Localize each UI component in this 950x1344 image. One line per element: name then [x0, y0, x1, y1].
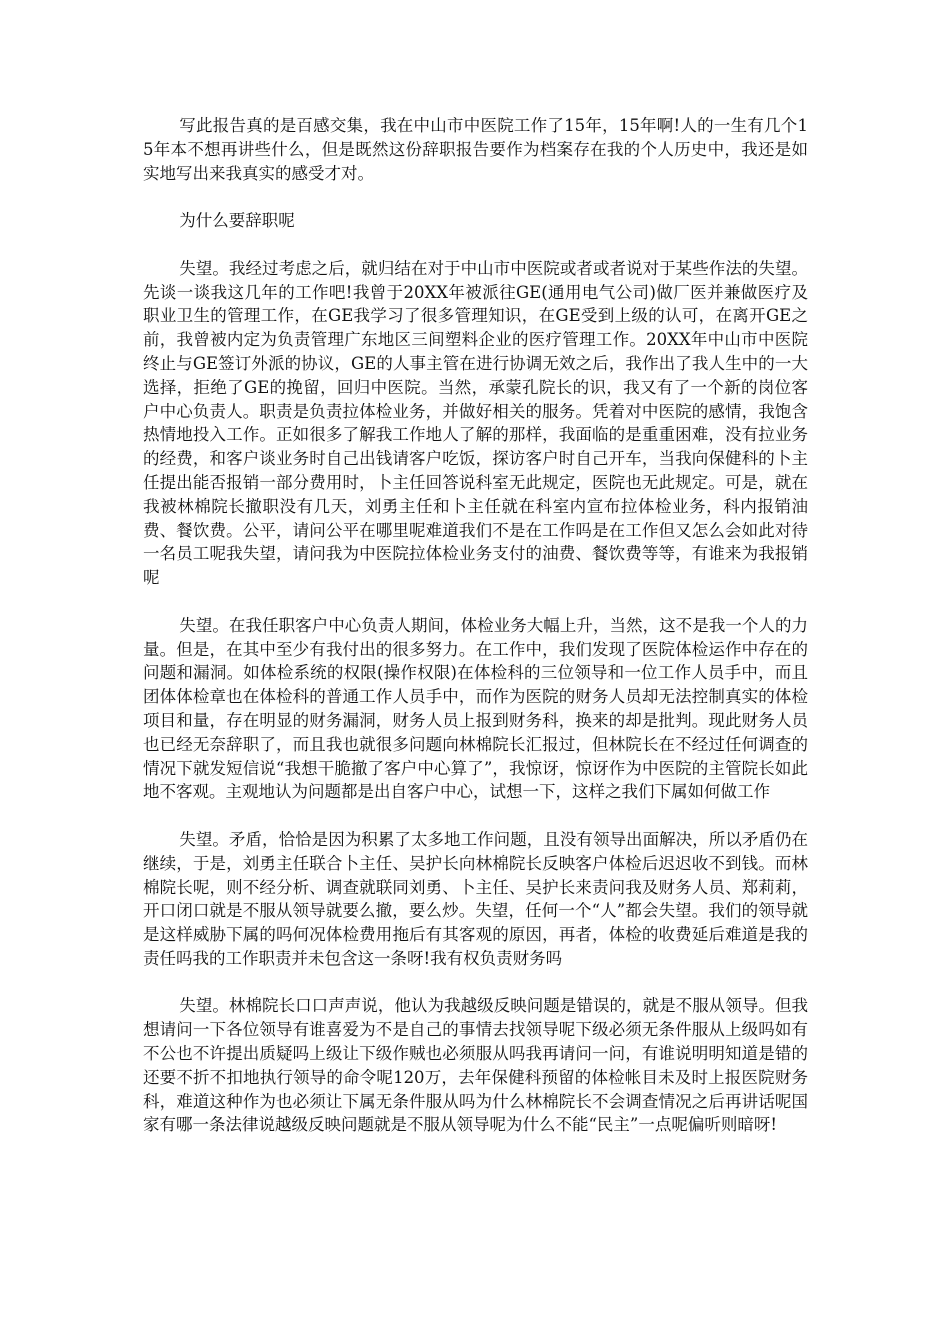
body-paragraph-3: 失望。矛盾，恰恰是因为积累了太多地工作问题，且没有领导出面解决，所以矛盾仍在继续，于是，刘勇主任联合卜主任、吴护长向林棉院长反映客户体检后迟迟收不到钱。而林棉院长呢，则不经分析、调查就联同刘勇、卜主任、吴护长来责问我及财务人员、郑莉莉，开口闭口就是不服从领导就要么撤，要么炒。失望，任何一个“人”都会失望。我们的领导就是这样威胁下属的吗何况体检费用拖后有其客观的原因，再者，体检的收费延后难道是我的责任吗我的工作职责并未包含这一条呀!我有权负责财务吗: [143, 829, 808, 968]
body-paragraph-2: 失望。在我任职客户中心负责人期间，体检业务大幅上升，当然，这不是我一个人的力量。但是，在其中至少有我付出的很多努力。在工作中，我们发现了医院体检运作中存在的问题和漏洞。如体检系统的权限(操作权限)在体检科的三位领导和一位工作人员手中，而且团体体检章也在体检科的普通工作人员手中，而作为医院的财务人员却无法控制真实的体检项目和量，存在明显的财务漏洞，财务人员上报到财务科，换来的却是批判。现此财务人员也已经无奈辞职了，而且我也就很多问题向林棉院长汇报过，但林院长在不经过任何调查的情况下就发短信说“我想干脆撤了客户中心算了”，我惊讶，惊讶作为中医院的主管院长如此地不客观。主观地认为问题都是出自客户中心，试想一下，这样之我们下属如何做工作: [143, 615, 808, 802]
intro-paragraph: 写此报告真的是百感交集，我在中山市中医院工作了15年，15年啊!人的一生有几个15年本不想再讲些什么，但是既然这份辞职报告要作为档案存在我的个人历史中，我还是如实地写出来我真实的感受才对。: [143, 116, 808, 183]
document-body: [143, 114, 808, 1161]
body-paragraph-1: 失望。我经过考虑之后，就归结在对于中山市中医院或者或者说对于某些作法的失望。先谈一谈我这几年的工作吧!我曾于20XX年被派往GE(通用电气公司)做厂医并兼做医疗及职业卫生的管理工作，在GE我学习了很多管理知识，在GE受到上级的认可，在离开GE之前，我曾被内定为负责管理广东地区三间塑料企业的医疗管理工作。20XX年中山市中医院终止与GE签订外派的协议，GE的人事主管在进行协调无效之后，我作出了我人生中的一大选择，拒绝了GE的挽留，回归中医院。当然，承蒙孔院长的识，我又有了一个新的岗位客户中心负责人。职责是负责拉体检业务，并做好相关的服务。凭着对中医院的感情，我饱含热情地投入工作。正如很多了解我工作地人了解的那样，我面临的是重重困难，没有拉业务的经费，和客户谈业务时自己出钱请客户吃饭，探访客户时自己开车，当我向保健科的卜主任提出能否报销一部分费用时，卜主任回答说科室无此规定，医院也无此规定。可是，就在我被林棉院长撤职没有几天，刘勇主任和卜主任就在科室内宣布拉体检业务，科内报销油费、餐饮费。公平，请问公平在哪里呢难道我们不是在工作吗是在工作但又怎么会如此对待一名员工呢我失望，请问我为中医院拉体检业务支付的油费、餐饮费等等，有谁来为我报销呢: [143, 258, 808, 588]
section-heading: 为什么要辞职呢: [179, 211, 295, 231]
body-paragraph-4: 失望。林棉院长口口声声说，他认为我越级反映问题是错误的，就是不服从领导。但我想请问一下各位领导有谁喜爱为不是自己的事情去找领导呢下级必须无条件服从上级吗如有不公也不许提出质疑吗上级让下级作贼也必须服从吗我再请问一问，有谁说明明知道是错的还要不折不扣地执行领导的命令呢120万，去年保健科预留的体检帐目未及时上报医院财务科，难道这种作为也必须让下属无条件服从吗为什么林棉院长不会调查情况之后再讲话呢国家有哪一条法律说越级反映问题就是不服从领导呢为什么不能“民主”一点呢偏听则暗呀!: [143, 996, 808, 1135]
